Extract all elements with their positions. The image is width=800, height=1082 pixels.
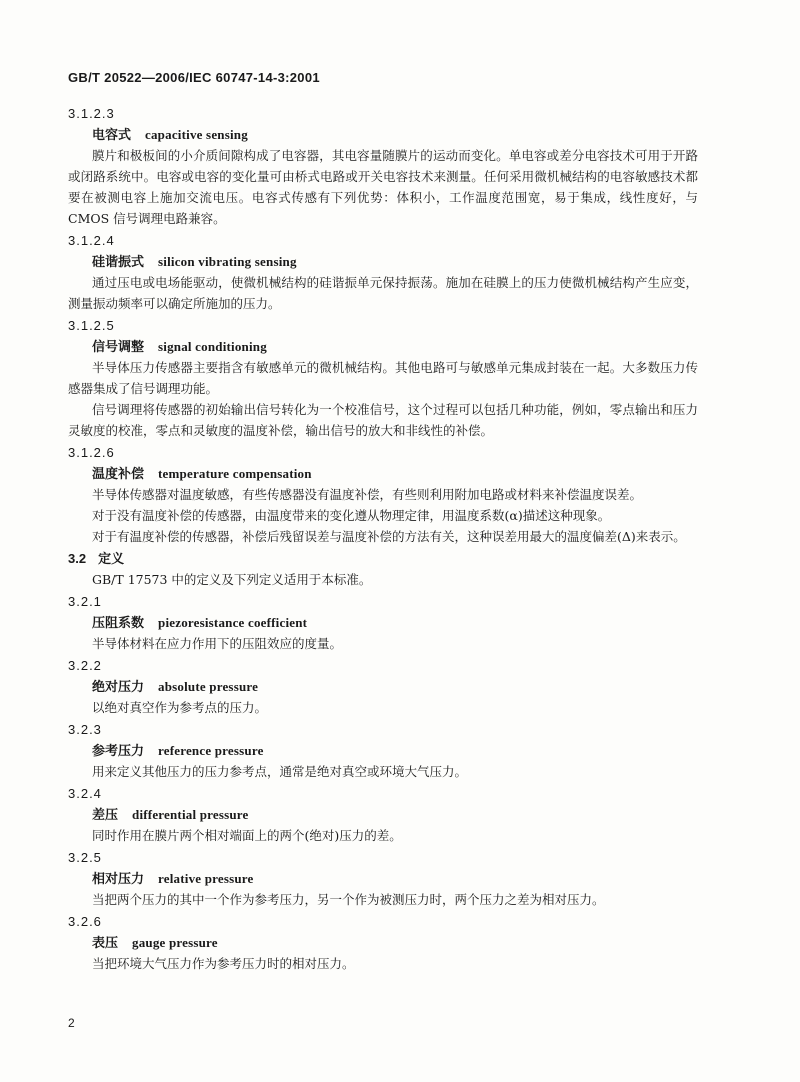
section-intro: GB/T 17573 中的定义及下列定义适用于本标准。 (92, 572, 372, 587)
term-en: capacitive sensing (145, 127, 248, 142)
clause-paragraph: 半导体传感器对温度敏感，有些传感器没有温度补偿，有些则利用附加电路或材料来补偿温度误差。 (92, 487, 643, 502)
definition-block (68, 656, 698, 718)
clause-block (68, 104, 698, 229)
term-zh: 硅谐振式 (92, 255, 145, 270)
definition-text: 用来定义其他压力的压力参考点，通常是绝对真空或环境大气压力。 (92, 764, 468, 779)
definition-block (68, 848, 698, 910)
clause-number: 3.1.2.4 (68, 233, 115, 248)
definition-number: 3.2.2 (68, 658, 102, 673)
definition-number: 3.2.4 (68, 786, 102, 801)
term-en: absolute pressure (158, 679, 259, 694)
section-number: 3.2 (68, 551, 87, 566)
definition-text: 半导体材料在应力作用下的压阻效应的度量。 (92, 636, 343, 651)
term-zh: 表压 (92, 936, 119, 951)
term-heading (68, 932, 698, 953)
definition-number: 3.2.6 (68, 914, 102, 929)
page-number: 2 (68, 1016, 75, 1030)
term-heading (68, 463, 698, 484)
definition-block (68, 784, 698, 846)
clause-block (68, 231, 698, 314)
definition-text: 以绝对真空作为参考点的压力。 (92, 700, 268, 715)
term-en: temperature compensation (158, 466, 312, 481)
term-zh: 电容式 (92, 128, 132, 143)
definition-block (68, 592, 698, 654)
clause-paragraph: 对于没有温度补偿的传感器，由温度带来的变化遵从物理定律，用温度系数(α)描述这种现象。 (92, 508, 611, 523)
term-zh: 绝对压力 (92, 680, 145, 695)
term-zh: 信号调整 (92, 340, 145, 355)
definition-text: 当把环境大气压力作为参考压力时的相对压力。 (92, 956, 355, 971)
definition-number: 3.2.3 (68, 722, 102, 737)
clause-paragraph: 信号调理将传感器的初始输出信号转化为一个校准信号，这个过程可以包括几种功能，例如，零点输出和压力灵敏度的校准，零点和灵敏度的温度补偿，输出信号的放大和非线性的补偿。 (68, 402, 698, 438)
term-zh: 参考压力 (92, 744, 145, 759)
term-heading (68, 251, 698, 272)
term-heading (68, 124, 698, 145)
page-content (68, 102, 698, 974)
definition-number: 3.2.1 (68, 594, 102, 609)
definition-block (68, 912, 698, 974)
term-heading (68, 676, 698, 697)
clause-paragraph: 膜片和极板间的小介质间隙构成了电容器，其电容量随膜片的运动而变化。单电容或差分电容技术可用于开路或闭路系统中。电容或电容的变化量可由桥式电路或开关电容技术来测量。任何采用微机械结构的电容敏感技术都要在被测电容上施加交流电压。电容式传感有下列优势：体积小，工作温度范围宽，易于集成，线性度好，与 CMOS 信号调理电路兼容。 (68, 148, 698, 226)
term-zh: 温度补偿 (92, 467, 145, 482)
term-zh: 压阻系数 (92, 616, 145, 631)
definition-block (68, 720, 698, 782)
clause-paragraph: 通过压电或电场能驱动，使微机械结构的硅谐振单元保持振荡。施加在硅膜上的压力使微机械结构产生应变，测量振动频率可以确定所施加的压力。 (68, 275, 698, 311)
clause-number: 3.1.2.6 (68, 445, 115, 460)
standard-header: GB/T 20522—2006/IEC 60747-14-3:2001 (68, 70, 320, 85)
definition-text: 同时作用在膜片两个相对端面上的两个(绝对)压力的差。 (92, 828, 402, 843)
clause-number: 3.1.2.3 (68, 106, 115, 121)
clause-number: 3.1.2.5 (68, 318, 115, 333)
clause-block (68, 316, 698, 441)
definition-number: 3.2.5 (68, 850, 102, 865)
term-heading (68, 804, 698, 825)
term-en: piezoresistance coefficient (158, 615, 308, 630)
term-zh: 相对压力 (92, 872, 145, 887)
clause-block (68, 443, 698, 547)
term-heading (68, 612, 698, 633)
term-en: silicon vibrating sensing (158, 254, 297, 269)
definition-text: 当把两个压力的其中一个作为参考压力，另一个作为被测压力时，两个压力之差为相对压力。 (92, 892, 605, 907)
term-en: reference pressure (158, 743, 264, 758)
term-zh: 差压 (92, 808, 119, 823)
clause-paragraph: 对于有温度补偿的传感器，补偿后残留误差与温度补偿的方法有关，这种误差用最大的温度偏差(Δ)来表示。 (92, 529, 686, 544)
term-en: relative pressure (158, 871, 254, 886)
term-heading (68, 868, 698, 889)
term-heading (68, 336, 698, 357)
term-en: differential pressure (132, 807, 249, 822)
term-en: gauge pressure (132, 935, 218, 950)
term-heading (68, 740, 698, 761)
section-title: 定义 (98, 552, 125, 567)
section-heading (68, 548, 698, 569)
clause-paragraph: 半导体压力传感器主要指含有敏感单元的微机械结构。其他电路可与敏感单元集成封装在一起。大多数压力传感器集成了信号调理功能。 (68, 360, 698, 396)
term-en: signal conditioning (158, 339, 267, 354)
